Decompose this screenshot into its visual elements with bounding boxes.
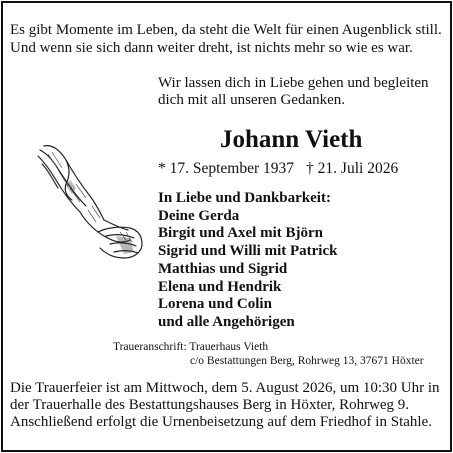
quote-line-2: dich mit all unseren Gedanken.: [158, 92, 346, 108]
family-item: Matthias und Sigrid: [158, 260, 288, 277]
deceased-name: Johann Vieth: [220, 126, 363, 153]
birth-date: * 17. September 1937: [158, 160, 295, 177]
praying-hands-icon: [30, 140, 148, 262]
intro-line-1: Es gibt Momente im Leben, da steht die Welt für einen Augenblick still.: [10, 22, 442, 38]
family-item: Lorena und Colin: [158, 296, 272, 313]
death-date: † 21. Juli 2026: [306, 160, 399, 177]
family-item: Elena und Hendrik: [158, 278, 282, 295]
service-line-1: Die Trauerfeier ist am Mittwoch, dem 5. August 2026, um 10:30 Uhr in: [10, 380, 440, 396]
quote-line-1: Wir lassen dich in Liebe gehen und begleiten: [158, 75, 429, 91]
mourning-address-line-1: Traueranschrift: Trauerhaus Vieth: [113, 341, 269, 353]
intro-line-2: Und wenn sie sich dann weiter dreht, ist nichts mehr so wie es war.: [10, 40, 413, 56]
family-item: Birgit und Axel mit Björn: [158, 225, 324, 242]
service-line-3: Anschließend erfolgt die Urnenbeisetzung auf dem Friedhof in Stahle.: [10, 414, 432, 430]
mourning-address-line-2: c/o Bestattungen Berg, Rohrweg 13, 37671 Höxter: [190, 355, 424, 367]
life-dates: [158, 160, 398, 178]
family-list: [158, 190, 337, 332]
family-item: Sigrid und Willi mit Patrick: [158, 243, 338, 260]
family-item: und alle Angehörigen: [158, 313, 295, 330]
family-heading: In Liebe und Dankbarkeit:: [158, 190, 331, 206]
family-item: Deine Gerda: [158, 207, 240, 224]
service-line-2: der Trauerhalle des Bestattungshauses Berg in Höxter, Rohrweg 9.: [10, 397, 410, 413]
